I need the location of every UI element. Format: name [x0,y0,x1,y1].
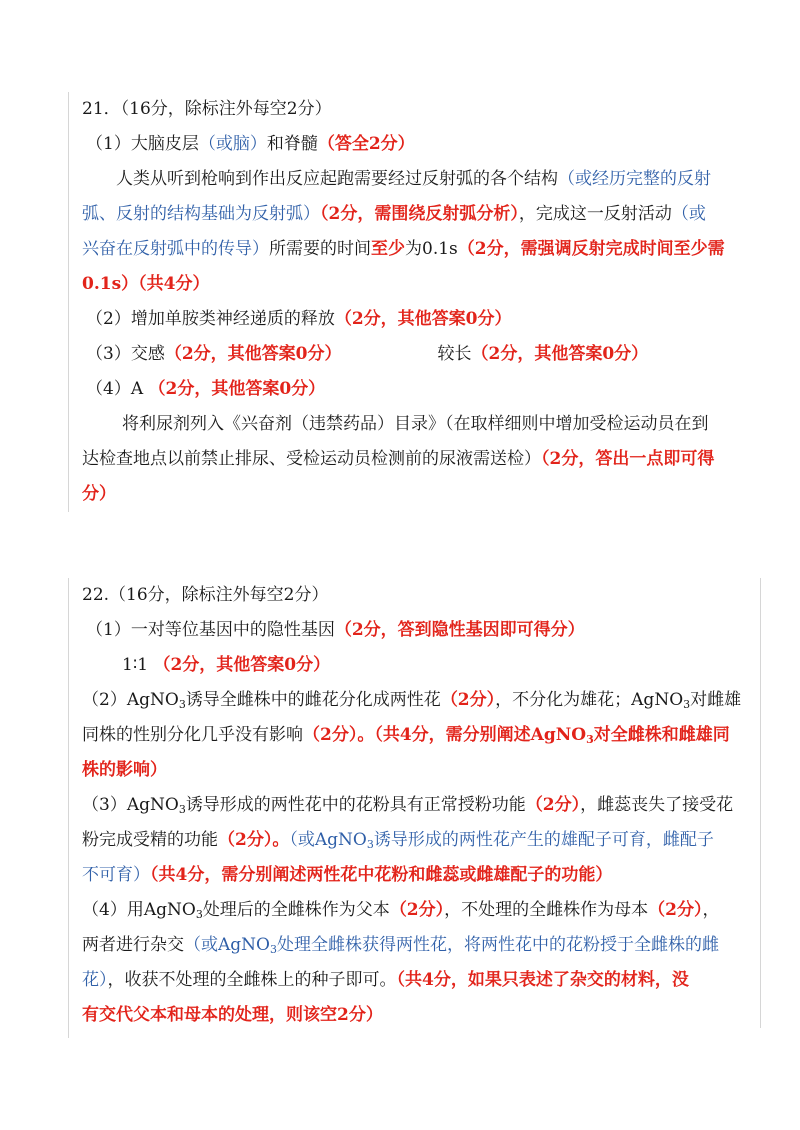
q21-part4 [82,372,742,407]
score-note: （2分） [648,900,703,920]
text: AgNO [126,795,179,815]
subscript: 3 [269,943,277,956]
q21-p2-answer: 增加单胺类神经递质的释放 [130,309,335,329]
q21-header-text: 21．（16分，除标注外每空2分） [82,99,332,119]
alt-text: 不可育） [82,865,150,885]
q21-p1-alt: （或脑） [198,134,267,154]
q21-p3-answer1: 交感 [130,344,165,364]
question-21 [82,92,742,512]
alt-text: （或AgNO [289,830,367,850]
text: 将利尿剂列入《兴奋剂（违禁药品）目录》（在取样细则中增加受检运动员在到 [122,414,709,434]
q22-header [82,578,742,613]
text: 两者进行杂交 [82,935,184,955]
text: 为0.1s [405,239,458,259]
q21-p1-explain-line4 [82,267,742,302]
q21-p1-label: （1） [86,134,131,154]
q21-p4-label: （4） [86,379,131,399]
q22-p4-line3 [82,963,742,998]
q21-p4-explain-line3 [82,477,742,512]
q22-p3-line3 [82,858,742,893]
q22-p1-ratio: 1∶1 [122,655,149,675]
q21-part2 [82,302,742,337]
q22-header-text: 22.（16分，除标注外每空2分） [82,585,329,605]
score-note: （2分，需强调反射完成时间至少需 [457,239,725,259]
q21-p4-answer: A [130,379,144,399]
score-note: （2分） [525,795,581,815]
q22-p3-line1 [82,788,742,823]
q21-p3-score1: （2分，其他答案0分） [164,344,342,364]
q21-p2-score: （2分，其他答案0分） [334,309,512,329]
score-note: （2分，答出一点即可得 [541,449,715,469]
text: 诱导形成的两性花中的花粉具有正常授粉功能 [185,795,526,815]
alt-text: （或AgNO [184,935,270,955]
left-margin-line-2 [68,578,69,1038]
question-22 [82,578,742,1033]
q22-p4-line1 [82,893,742,928]
q21-p1-explain-line1 [82,162,742,197]
text: ，雌蕊丧失了接受花 [580,795,734,815]
q21-part1 [82,127,742,162]
text: 达检查地点以前禁止排尿、受检运动员检测前的尿液需送检） [82,449,541,469]
q21-p1-explain-line3 [82,232,742,267]
q22-p2-line1 [82,683,742,718]
text: 用AgNO [126,900,196,920]
q21-p4-score: （2分，其他答案0分） [148,379,326,399]
emphasis: 至少 [371,239,405,259]
text: ， [702,900,720,920]
q21-p2-label: （2） [86,309,131,329]
q22-p1-answer: 一对等位基因中的隐性基因 [130,620,335,640]
q22-p4-label: （4） [82,900,127,920]
text: ，不分化为雄花；AgNO [495,690,684,710]
score-note: 有交代父本和母本的处理，则该空2分） [82,1005,383,1025]
q22-p1-ratio-score: （2分，其他答案0分） [153,655,331,675]
q21-header [82,92,742,127]
text: ，完成这一反射活动 [518,204,672,224]
alt-text: （或经历完整的反射 [558,169,711,189]
alt-text: （或 [671,204,706,224]
q22-p2-line2 [82,718,742,753]
text: 同株的性别分化几乎没有影响 [82,725,303,745]
q21-p1-score: （答全2分） [317,134,415,154]
score-note: （2分）。 [218,830,290,850]
subscript: 3 [195,908,203,921]
q22-p1-label: （1） [86,620,131,640]
text: 处理后的全雌株作为父本 [202,900,390,920]
q21-p4-explain-line1 [82,407,742,442]
subscript: 3 [586,733,594,746]
text: 人类从听到枪响到作出反应起跑需要经过反射弧的各个结构 [116,169,558,189]
score-note: 分） [82,484,116,504]
right-margin-line-2 [760,578,761,1028]
score-note: 0.1s）（共4分） [82,274,210,294]
subscript: 3 [178,698,186,711]
alt-text: 处理全雌株获得两性花，将两性花中的花粉授于全雌株的雌 [276,935,719,955]
q21-p3-label: （3） [86,344,131,364]
subscript: 3 [178,803,186,816]
q22-p4-line2 [82,928,742,963]
q22-p1-score: （2分，答到隐性基因即可得分） [334,620,585,640]
text: AgNO [126,690,179,710]
score-note: （2分，需围绕反射弧分析） [320,204,519,224]
text: ，不处理的全雌株作为母本 [444,900,649,920]
q22-part1 [82,613,742,648]
text: 诱导全雌株中的雌花分化成两性花 [185,690,441,710]
score-note: 对全雌株和雌雄同 [593,725,730,745]
alt-text: 弧、反射的结构基础为反射弧） [82,204,320,224]
score-note: （2分）。 [303,725,375,745]
q21-p1-explain-line2 [82,197,742,232]
q21-p1-answer: 大脑皮层 [130,134,199,154]
q21-p3-score2: （2分，其他答案0分） [471,344,649,364]
q22-part1-ratio [82,648,742,683]
text: ，收获不处理的全雌株上的种子即可。 [107,970,397,990]
q22-p3-label: （3） [82,795,127,815]
alt-text: 花） [82,970,108,990]
score-note: （2分） [389,900,445,920]
alt-text: 兴奋在反射弧中的传导） [82,239,269,259]
score-note: （共4分，如果只表述了杂交的材料，没 [396,970,689,990]
text: 粉完成受精的功能 [82,830,218,850]
q22-p3-line2 [82,823,742,858]
q21-p3-answer2: 较长 [437,344,472,364]
q21-part3 [82,337,742,372]
q22-p2-label: （2） [82,690,127,710]
left-margin-line-1 [68,92,69,512]
q22-p2-line3 [82,753,742,788]
subscript: 3 [683,698,691,711]
score-note: （2分） [440,690,496,710]
q21-p4-explain-line2 [82,442,742,477]
score-note: 株的影响） [82,760,167,780]
score-note: （共4分，需分别阐述AgNO [374,725,587,745]
q21-p1-answer2: 和脊髓 [266,134,318,154]
score-note: （共4分，需分别阐述两性花中花粉和雌蕊或雌雄配子的功能） [150,865,613,885]
alt-text: 诱导形成的两性花产生的雄配子可育，雌配子 [373,830,714,850]
subscript: 3 [366,838,374,851]
text: 对雌雄 [690,690,742,710]
text: 所需要的时间 [269,239,371,259]
q22-p4-line4 [82,998,742,1033]
